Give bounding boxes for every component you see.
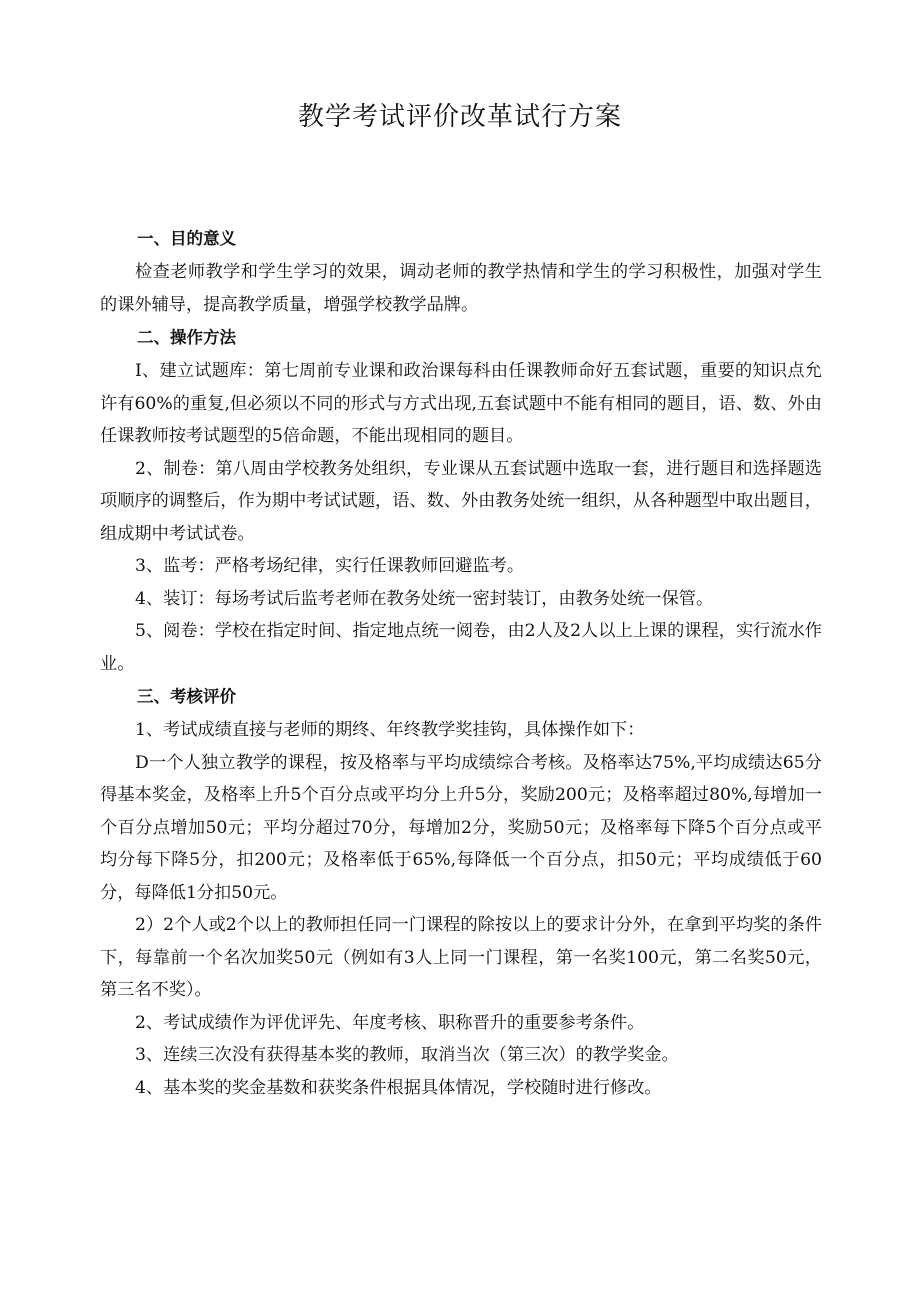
paragraph: D一个人独立教学的课程，按及格率与平均成绩综合考核。及格率达75%,平均成绩达65分得基本奖金，及格率上升5个百分点或平均分上升5分，奖励200元；及格率超过80%,每增加一个百分点增加50元；平均分超过70分，每增加2分，奖励50元；及格率每下降5个百分点或平均分每下降5分，扣200元；及格率低于65%,每降低一个百分点，扣50元；平均成绩低于60分，每降低1分扣50元。 [100,752,822,903]
section-heading: 三、考核评价 [137,687,236,706]
section-heading: 一、目的意义 [137,229,236,248]
paragraph: 4、基本奖的奖金基数和获奖条件根据具体情况，学校随时进行修改。 [135,1077,662,1098]
paragraph: I、建立试题库：第七周前专业课和政治课每科由任课教师命好五套试题，重要的知识点允许有60%的重复,但必须以不同的形式与方式出现,五套试题中不能有相同的题目，语、数、外由任课教师按考试题型的5倍命题，不能出现相同的题目。 [100,361,822,446]
paragraph: 3、监考：严格考场纪律，实行任课教师回避监考。 [135,556,525,576]
section-heading: 二、操作方法 [137,328,236,347]
paragraph: 2）2个人或2个以上的教师担任同一门课程的除按以上的要求计分外，在拿到平均奖的条件下，每靠前一个名次加奖50元（例如有3人上同一门课程，第一名奖100元，第二名奖50元，第三名不奖）。 [100,915,822,1000]
section-evaluation [100,680,822,1104]
paragraph: 检查老师教学和学生学习的效果，调动老师的教学热情和学生的学习积极性，加强对学生的课外辅导，提高教学质量，增强学校教学品牌。 [100,262,822,315]
paragraph: 2、制卷：第八周由学校教务处组织，专业课从五套试题中选取一套，进行题目和选择题选项顺序的调整后，作为期中考试试题，语、数、外由教务处统一组织，从各种题型中取出题目，组成期中考试试卷。 [100,458,822,544]
paragraph: 2、考试成绩作为评优评先、年度考核、职称晋升的重要参考条件。 [135,1012,645,1033]
paragraph: 1、考试成绩直接与老师的期终、年终教学奖挂钩，具体操作如下： [135,720,645,740]
section-procedure [100,321,822,680]
paragraph: 5、阅卷：学校在指定时间、指定地点统一阅卷，由2人及2人以上上课的课程，实行流水作业。 [100,621,822,674]
document-title: 教学考试评价改革试行方案 [297,102,622,132]
document-body [100,222,822,1104]
paragraph: 3、连续三次没有获得基本奖的教师，取消当次（第三次）的教学奖金。 [135,1045,679,1065]
section-purpose [100,222,822,321]
paragraph: 4、装订：每场考试后监考老师在教务处统一密封装订，由教务处统一保管。 [135,588,714,609]
